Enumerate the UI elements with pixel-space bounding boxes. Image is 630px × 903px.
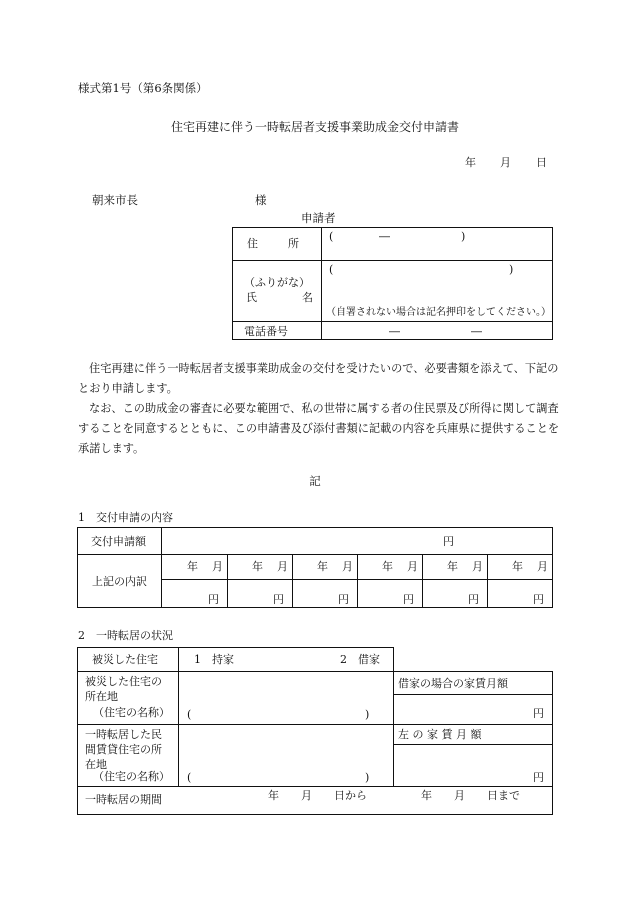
date-year: 年 [465,156,476,169]
rent-unit[interactable]: 円 [533,707,544,720]
address-open-paren: ( [329,230,334,243]
relocation-divider [393,671,394,786]
address-label-2: 所 [288,237,299,250]
relocation-rule [77,671,553,672]
name-label-1: 氏 [246,291,257,304]
breakdown-divider [292,554,293,607]
date-month: 月 [500,156,511,169]
option-owned[interactable]: 1 持家 [194,653,234,666]
temp-location-label-3: 在地 [85,758,107,771]
breakdown-unit: 円 [208,593,219,606]
address-close-paren: ) [461,230,466,243]
breakdown-year: 年 [187,560,198,573]
date-day: 日 [536,156,547,169]
relocation-border [77,647,78,815]
name-close-paren: ) [509,263,514,276]
damaged-house-label: 被災した住宅 [92,653,158,666]
temp-location-label-2: 間賃貸住宅の所 [85,743,162,756]
period-end[interactable]: 年 月 日まで [421,789,520,802]
page-title: 住宅再建に伴う一時転居者支援事業助成金交付申請書 [170,120,459,134]
damaged-location-label-3: （住宅の名称） [93,706,170,719]
relocation-rule [77,647,394,648]
amount-label: 交付申請額 [91,535,146,548]
application-rule [78,554,552,555]
period-start[interactable]: 年 月 日から [268,789,367,802]
amount-unit[interactable]: 円 [443,535,454,548]
section1-heading: 1 交付申請の内容 [78,511,173,524]
breakdown-unit: 円 [468,593,479,606]
temp-paren-close: ) [365,771,370,784]
address-label-1: 住 [247,237,258,250]
left-rent-unit[interactable]: 円 [533,771,544,784]
applicant-divider [321,228,322,339]
damaged-paren-close: ) [365,708,370,721]
period-label: 一時転居の期間 [85,793,162,806]
applicant-rule [233,260,552,261]
section2-heading: 2 一時転居の状況 [78,629,173,642]
breakdown-month: 月 [212,560,223,573]
address-dash: ― [379,230,390,243]
relocation-rule [77,786,553,787]
breakdown-divider [227,554,228,607]
option-rented[interactable]: 2 借家 [340,653,380,666]
application-divider [161,528,162,607]
breakdown-year: 年 [252,560,263,573]
damaged-location-label-1: 被災した住宅の [85,675,162,688]
signature-note: （自署されない場合は記名押印をしてください。） [326,307,551,318]
phone-dash-2: ― [471,325,482,338]
relocation-border [393,647,394,672]
breakdown-year: 年 [447,560,458,573]
breakdown-month: 月 [277,560,288,573]
recipient-name: 朝来市長 [92,193,138,207]
body-paragraph-1: 住宅再建に伴う一時転居者支援事業助成金の交付を受けたいので、必要書類を添えて、下記のとおり申請します。 [78,362,559,395]
breakdown-label: 上記の内訳 [92,575,147,588]
breakdown-month: 月 [537,560,548,573]
phone-dash-1: ― [389,325,400,338]
ki-heading: 記 [309,474,321,488]
breakdown-month: 月 [342,560,353,573]
breakdown-month: 月 [407,560,418,573]
recipient-honorific: 様 [255,193,267,207]
name-open-paren: ( [329,263,334,276]
form-id: 様式第1号（第6条関係） [78,81,208,95]
applicant-rule [233,321,552,322]
rent-rule [394,694,552,695]
breakdown-divider [357,554,358,607]
temp-location-label-1: 一時転居した民 [85,728,162,741]
breakdown-year: 年 [317,560,328,573]
relocation-border [552,671,553,815]
relocation-rule [77,814,553,815]
name-label-2: 名 [302,291,313,304]
breakdown-unit: 円 [273,593,284,606]
breakdown-unit: 円 [403,593,414,606]
breakdown-unit: 円 [338,593,349,606]
rent-label: 借家の場合の家賃月額 [398,677,508,690]
furigana-label: （ふりがな） [244,276,310,289]
temp-paren-open: ( [187,771,192,784]
applicant-heading: 申請者 [301,211,336,225]
rent-rule [394,744,552,745]
body-paragraph-2: なお、この助成金の審査に必要な範囲で、私の世帯に属する者の住民票及び所得に関して調査することを同意するとともに、この申請書及び添付書類に記載の内容を兵庫県に提供することを承諾します。 [78,402,560,455]
breakdown-year: 年 [512,560,523,573]
left-rent-label: 左 の 家 賃 月 額 [398,728,482,741]
temp-location-label-4: （住宅の名称） [93,770,170,783]
breakdown-month: 月 [472,560,483,573]
breakdown-unit: 円 [533,593,544,606]
breakdown-divider [422,554,423,607]
relocation-divider [178,647,179,786]
phone-label: 電話番号 [244,325,288,338]
damaged-paren-open: ( [187,708,192,721]
breakdown-divider [487,554,488,607]
relocation-rule [77,724,553,725]
breakdown-year: 年 [382,560,393,573]
damaged-location-label-2: 所在地 [85,690,118,703]
